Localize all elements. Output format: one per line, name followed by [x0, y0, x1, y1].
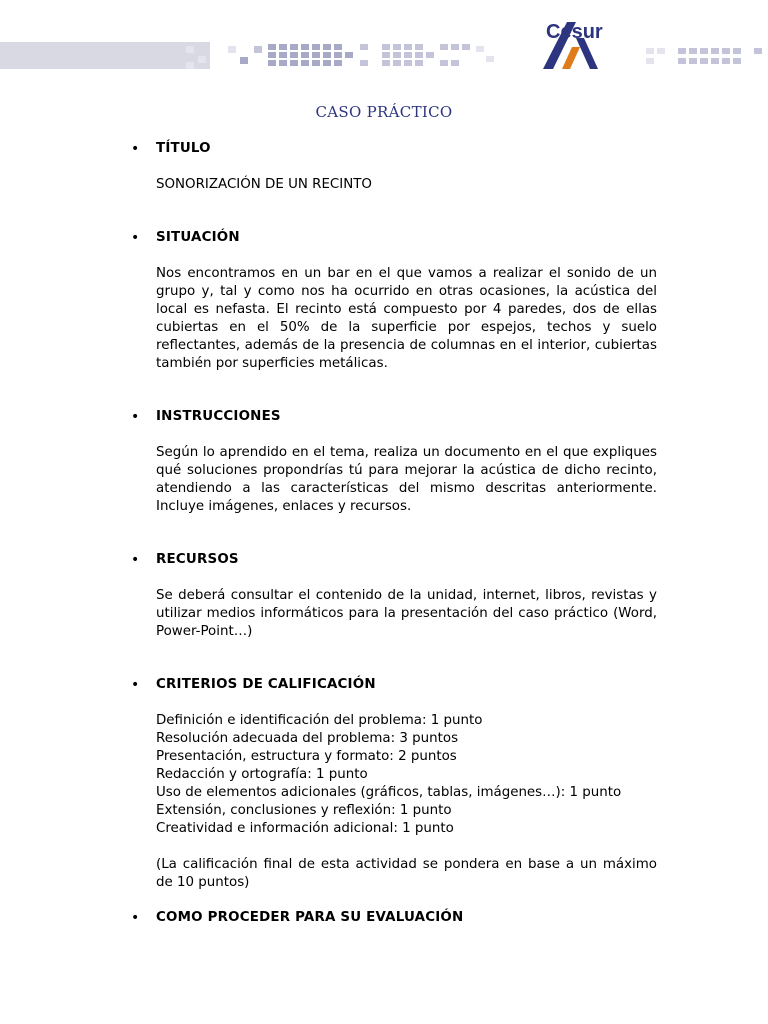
section-body: SONORIZACIÓN DE UN RECINTO: [156, 177, 372, 192]
criteria-item: Extensión, conclusiones y reflexión: 1 punto: [156, 803, 452, 818]
header-square-grid-right: [646, 48, 665, 64]
section-titulo: [131, 140, 657, 194]
bullet-icon: •: [131, 910, 140, 926]
section-body: Se deberá consultar el contenido de la unidad, internet, libros, revistas y utilizar medios informáticos para la presentación del caso práctico (Word, Power-Point…): [156, 588, 657, 639]
criteria-item: Resolución adecuada del problema: 3 puntos: [156, 731, 459, 746]
header-decoration: [0, 0, 768, 80]
section-evaluacion: [131, 909, 657, 927]
section-criterios: [131, 676, 657, 892]
bullet-icon: •: [131, 141, 140, 157]
section-heading: COMO PROCEDER PARA SU EVALUACIÓN: [156, 910, 464, 925]
section-body: Nos encontramos en un bar en el que vamos a realizar el sonido de un grupo y, tal y como nos ha ocurrido en otras ocasiones, la acústica del local es nefasta. El recinto está compuesto por 4 paredes, dos de ellas cubiertas en el 50% de la superficie por espejos, techos y suelo reflectantes, además de la presencia de columnas en el interior, cubiertas también por superficies metálicas.: [156, 266, 657, 371]
bullet-icon: •: [131, 552, 140, 568]
section-heading: INSTRUCCIONES: [156, 409, 281, 424]
bullet-icon: •: [131, 677, 140, 693]
criteria-item: Uso de elementos adicionales (gráficos, tablas, imágenes…): 1 punto: [156, 785, 622, 800]
bullet-icon: •: [131, 230, 140, 246]
criteria-item: Creatividad e información adicional: 1 punto: [156, 821, 454, 836]
section-heading: TÍTULO: [156, 141, 211, 156]
bullet-icon: •: [131, 409, 140, 425]
section-heading: RECURSOS: [156, 552, 239, 567]
section-heading: CRITERIOS DE CALIFICACIÓN: [156, 677, 376, 692]
criteria-list: [156, 712, 657, 838]
header-bar: [0, 42, 210, 69]
document-body: [131, 140, 657, 927]
criteria-item: Presentación, estructura y formato: 2 puntos: [156, 749, 457, 764]
criteria-note: (La calificación final de esta actividad se pondera en base a un máximo de 10 puntos): [156, 857, 657, 890]
logo-text: Cesur: [546, 21, 603, 43]
section-situacion: [131, 229, 657, 373]
section-instrucciones: [131, 408, 657, 516]
header-square-grid: [268, 44, 353, 66]
section-recursos: [131, 551, 657, 641]
criteria-item: Definición e identificación del problema: 1 punto: [156, 713, 483, 728]
page-header: [0, 0, 768, 80]
section-body: Según lo aprendido en el tema, realiza un documento en el que expliques qué soluciones propondrías tú para mejorar la acústica de dicho recinto, atendiendo a las características del mismo descritas anteriormente. Incluye imágenes, enlaces y recursos.: [156, 445, 657, 514]
criteria-item: Redacción y ortografía: 1 punto: [156, 767, 368, 782]
cesur-logo: [543, 21, 603, 69]
section-heading: SITUACIÓN: [156, 230, 240, 245]
page-title: CASO PRÁCTICO: [315, 103, 453, 121]
